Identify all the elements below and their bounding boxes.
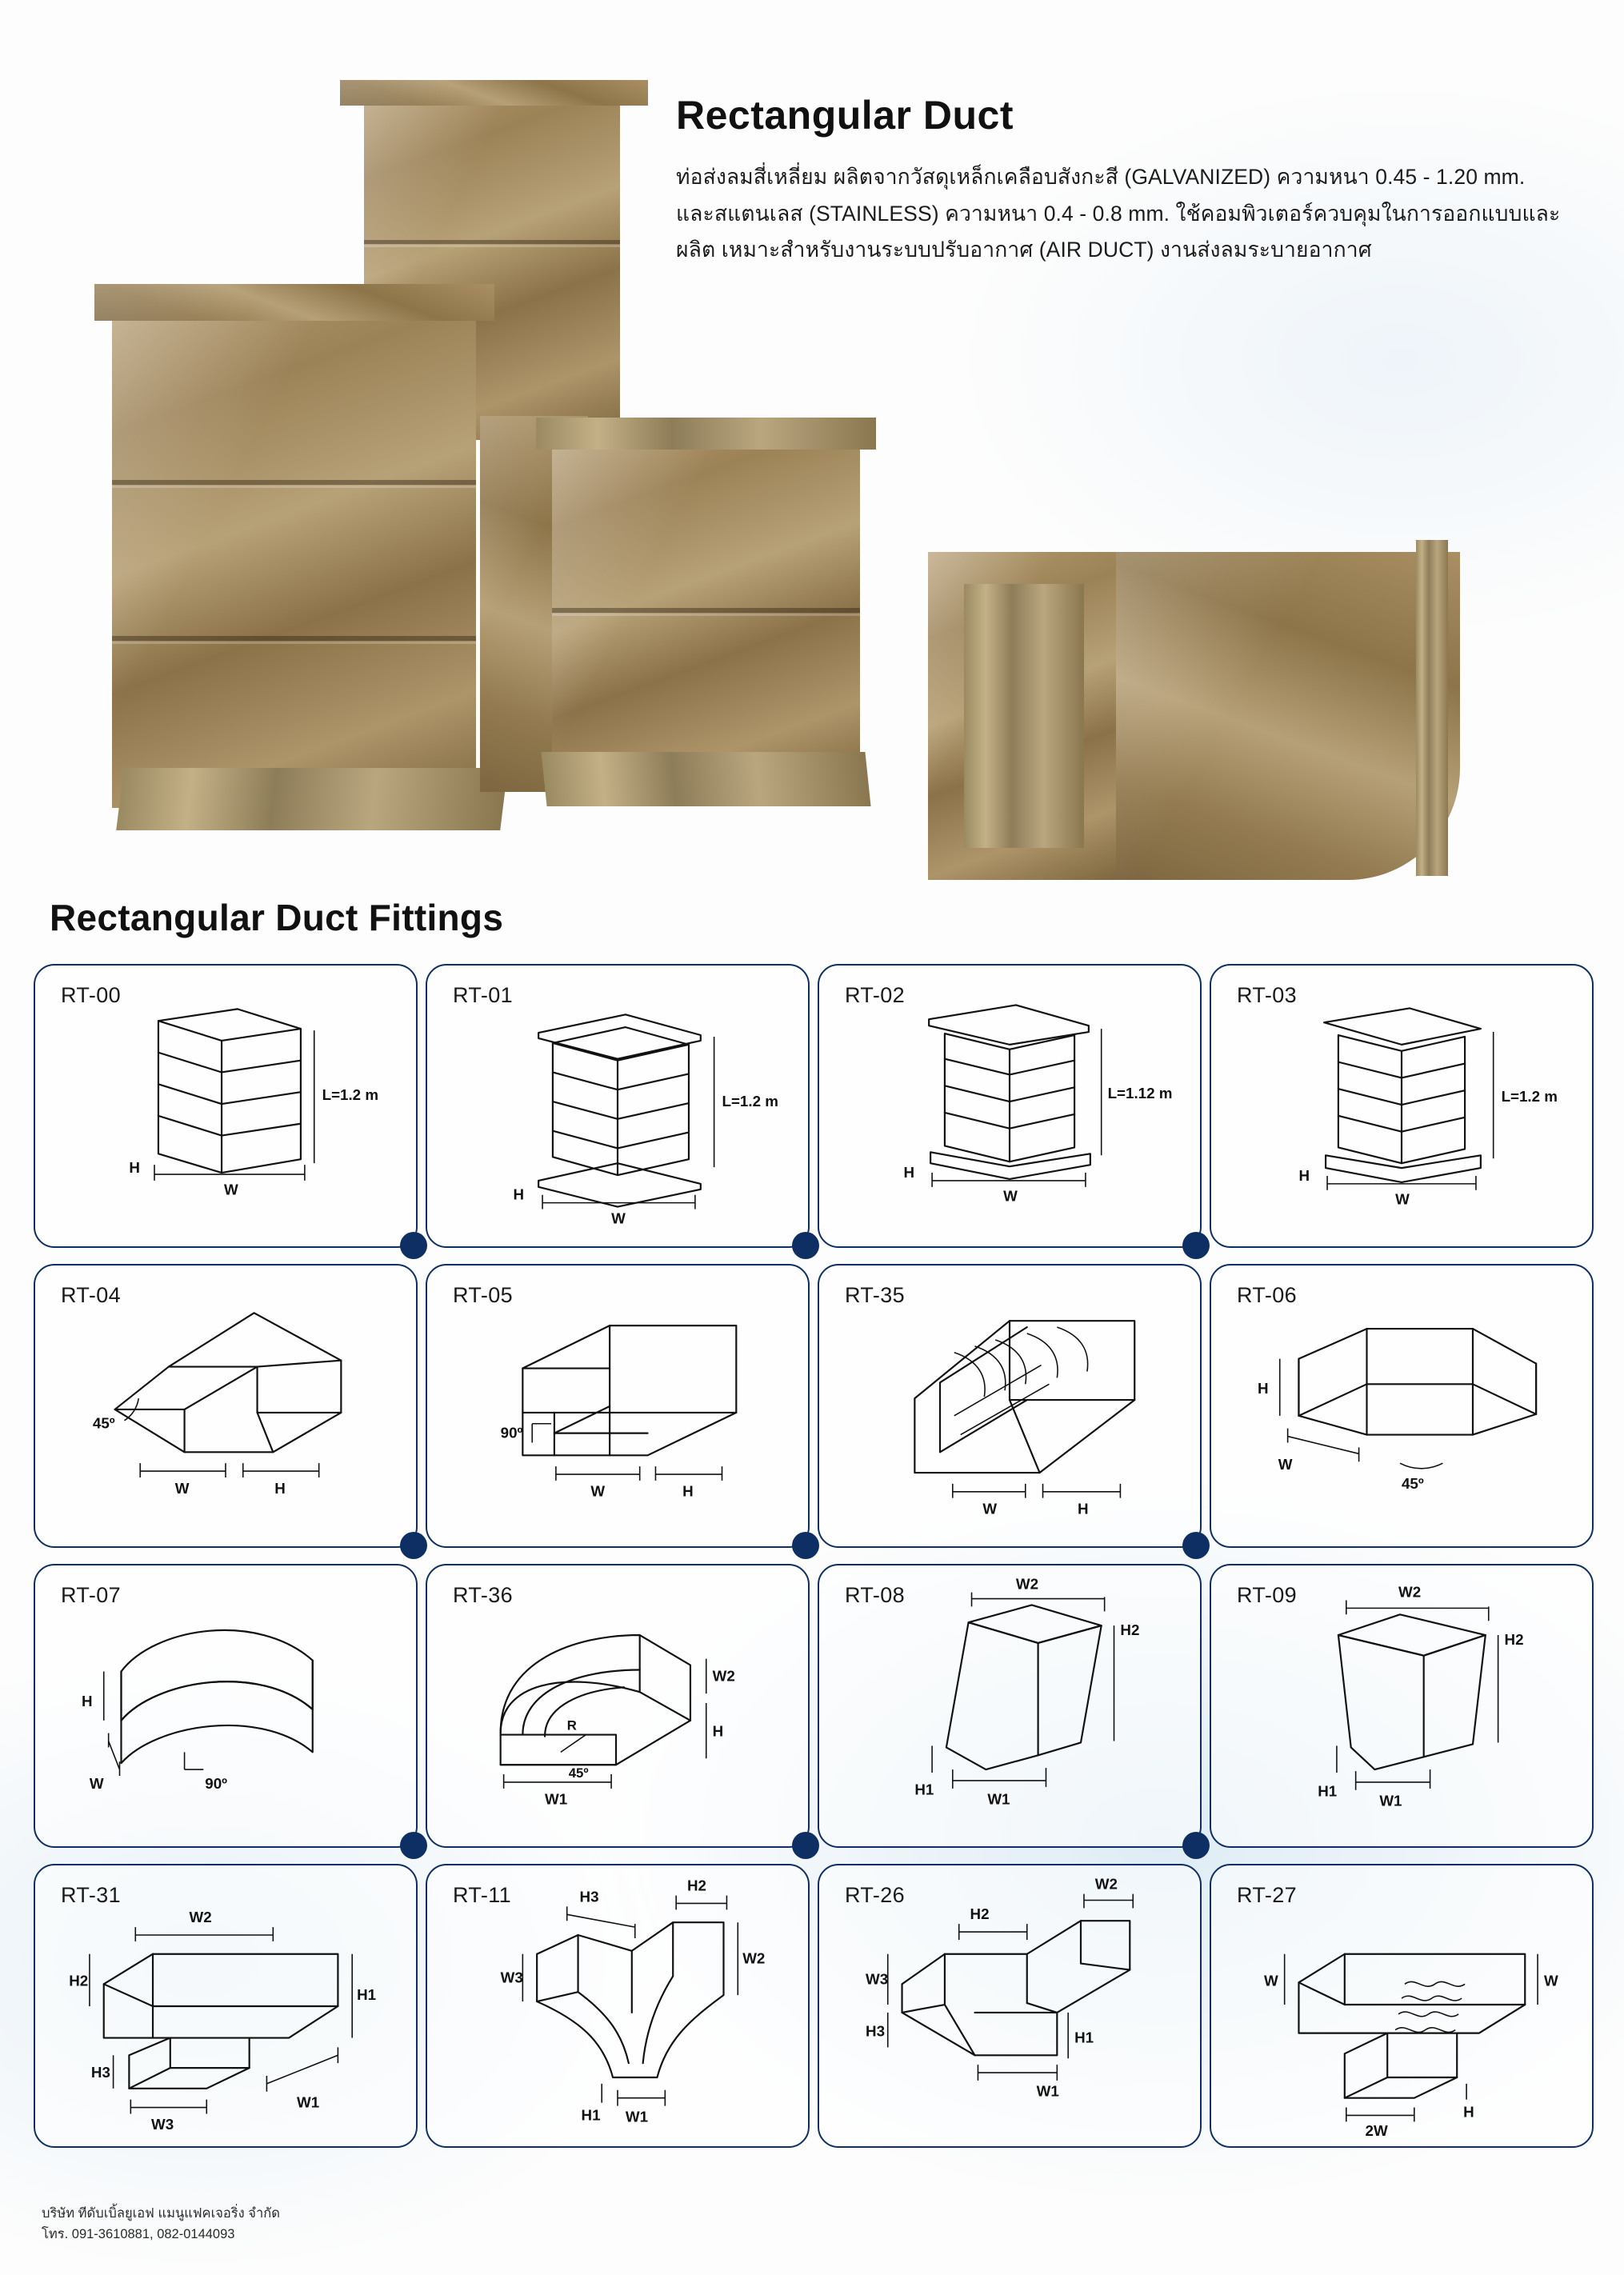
dim-h: H	[1463, 2103, 1474, 2121]
fitting-code: RT-36	[453, 1583, 514, 1607]
fitting-code: RT-08	[845, 1583, 906, 1607]
fitting-card-rt-06[interactable]	[1210, 1264, 1594, 1548]
hero-description: ท่อส่งลมสี่เหลี่ยม ผลิตจากวัสดุเหล็กเคลือบสังกะสี (GALVANIZED) ความหนา 0.45 - 1.20 mm. และสแตนเลส (STAINLESS) ความหนา 0.4 - 0.8 mm. ใช้คอมพิวเตอร์ควบคุมในการออกแบบและผลิต เหมาะสำหรับงานระบบปรับอากาศ (AIR DUCT) งานส่งลมระบายอากาศ	[676, 165, 1561, 262]
dim-angle: 45º	[568, 1765, 589, 1781]
fitting-card-rt-09[interactable]	[1210, 1564, 1594, 1848]
dim-length: L=1.2 m	[1501, 1088, 1558, 1106]
dim-w: W	[174, 1479, 190, 1497]
dim-h1: H1	[1074, 2029, 1094, 2046]
dim-h: H	[1258, 1380, 1269, 1397]
duct-photo-left-top-flange	[94, 284, 494, 321]
fitting-code: RT-00	[61, 983, 122, 1007]
dim-h: H	[1298, 1166, 1310, 1184]
dim-h: H	[82, 1692, 93, 1709]
dim-h1: H1	[914, 1781, 934, 1798]
dim-length: L=1.2 m	[722, 1092, 778, 1110]
dim-w: W	[982, 1500, 998, 1517]
dim-w: W	[590, 1482, 606, 1500]
dim-h: H	[712, 1722, 724, 1740]
dim-w3: W3	[866, 1970, 889, 1988]
dim-length: L=1.2 m	[322, 1086, 379, 1104]
dim-w: W	[611, 1209, 626, 1227]
dim-w: W	[1003, 1187, 1018, 1205]
dim-w-right: W	[1543, 1972, 1558, 1989]
dim-h3: H3	[90, 2063, 110, 2081]
dim-w1: W1	[545, 1790, 568, 1808]
duct-photo-elbow-inner	[964, 584, 1084, 848]
fitting-code: RT-09	[1237, 1583, 1298, 1607]
duct-photo-front	[552, 424, 860, 788]
dim-h1: H1	[581, 2106, 601, 2124]
grid-dot	[792, 1532, 819, 1559]
fitting-code: RT-07	[61, 1583, 122, 1607]
dim-h3: H3	[579, 1888, 599, 1905]
dim-w: W	[1278, 1456, 1293, 1473]
dim-h: H	[513, 1185, 525, 1203]
dim-w-top: W	[1263, 1972, 1278, 1989]
grid-dot	[792, 1832, 819, 1859]
fitting-code: RT-06	[1237, 1283, 1298, 1307]
dim-w2: W2	[1398, 1583, 1422, 1601]
dim-2w: 2W	[1365, 2122, 1388, 2140]
dim-h3: H3	[866, 2022, 886, 2040]
dim-w: W	[1395, 1190, 1410, 1208]
footer-company: บริษัท ทีดับเบิ้ลยูเอฟ แมนูแฟคเจอริ่ง จำกัด	[42, 2206, 280, 2221]
dim-angle: 90º	[500, 1424, 523, 1441]
duct-photo-rear-flange	[340, 80, 648, 106]
dim-w2: W2	[712, 1667, 735, 1685]
dim-h: H	[1078, 1500, 1089, 1517]
dim-angle: 90º	[205, 1774, 228, 1792]
fitting-code: RT-35	[845, 1283, 906, 1307]
fitting-code: RT-31	[61, 1883, 122, 1907]
fitting-card-rt-03[interactable]	[1210, 964, 1594, 1248]
grid-dot	[1182, 1532, 1210, 1559]
dim-h1: H1	[1318, 1782, 1338, 1800]
fitting-card-rt-11[interactable]	[426, 1864, 810, 2148]
fitting-card-rt-07[interactable]	[34, 1564, 418, 1848]
dim-angle: 45º	[1402, 1474, 1424, 1492]
dim-h2: H2	[1120, 1621, 1140, 1639]
dim-w1: W1	[1379, 1792, 1402, 1809]
dim-w1: W1	[625, 2108, 649, 2125]
dim-angle: 45º	[92, 1414, 115, 1432]
grid-dot	[400, 1232, 427, 1259]
duct-photo-front-top	[536, 418, 876, 450]
dim-w1: W1	[1036, 2082, 1059, 2100]
grid-dot	[1182, 1232, 1210, 1259]
dim-w1: W1	[296, 2093, 320, 2111]
grid-dot	[400, 1532, 427, 1559]
grid-dot	[1182, 1832, 1210, 1859]
duct-photo-elbow-body	[1108, 552, 1460, 880]
dim-w: W	[89, 1774, 104, 1792]
dim-w3: W3	[151, 2116, 174, 2133]
section-title: Rectangular Duct Fittings	[50, 897, 504, 938]
dim-h: H	[274, 1479, 286, 1497]
dim-w: W	[224, 1181, 238, 1198]
fitting-card-rt-04[interactable]	[34, 1264, 418, 1548]
dim-h: H	[903, 1163, 915, 1181]
fitting-card-rt-00[interactable]	[34, 964, 418, 1248]
dim-h2: H2	[69, 1972, 89, 1989]
dim-h1: H1	[357, 1986, 377, 2004]
fitting-card-rt-01[interactable]	[426, 964, 810, 1248]
fitting-card-rt-27[interactable]	[1210, 1864, 1594, 2148]
fitting-card-rt-05[interactable]	[426, 1264, 810, 1548]
duct-photo-front-base	[541, 752, 870, 806]
fitting-card-rt-35[interactable]	[818, 1264, 1202, 1548]
dim-h: H	[129, 1159, 140, 1177]
fitting-card-rt-26[interactable]	[818, 1864, 1202, 2148]
duct-photo-left	[112, 292, 476, 808]
fitting-code: RT-04	[61, 1283, 122, 1307]
fitting-code: RT-27	[1237, 1883, 1298, 1907]
grid-dot	[400, 1832, 427, 1859]
duct-photo-elbow-right-flange	[1416, 540, 1448, 876]
footer-phone: โทร. 091-3610881, 082-0144093	[42, 2226, 235, 2241]
dim-r: R	[566, 1717, 577, 1733]
dim-w1: W1	[987, 1790, 1010, 1808]
fitting-card-rt-02[interactable]	[818, 964, 1202, 1248]
dim-h2: H2	[687, 1877, 707, 1894]
dim-w2: W2	[742, 1949, 766, 1967]
hero-text-block	[676, 92, 1568, 269]
dim-h2: H2	[1504, 1630, 1524, 1648]
dim-w3: W3	[500, 1969, 523, 1986]
grid-dot	[792, 1232, 819, 1259]
fitting-card-rt-31[interactable]	[34, 1864, 418, 2148]
page-title: Rectangular Duct	[676, 93, 1014, 138]
fitting-code: RT-26	[845, 1883, 906, 1907]
fitting-card-rt-36[interactable]	[426, 1564, 810, 1848]
fitting-card-rt-08[interactable]	[818, 1564, 1202, 1848]
fitting-code: RT-03	[1237, 983, 1298, 1007]
duct-photo-left-base	[116, 768, 508, 830]
fitting-code: RT-01	[453, 983, 514, 1007]
footer-block	[42, 2204, 280, 2245]
dim-h: H	[682, 1482, 694, 1500]
fitting-code: RT-02	[845, 983, 906, 1007]
dim-w2: W2	[1015, 1575, 1039, 1593]
fitting-code: RT-11	[453, 1883, 512, 1907]
dim-w2: W2	[1094, 1875, 1118, 1893]
dim-length: L=1.12 m	[1107, 1085, 1173, 1102]
fitting-code: RT-05	[453, 1283, 514, 1307]
dim-w2: W2	[189, 1909, 212, 1926]
dim-h2: H2	[970, 1905, 990, 1923]
